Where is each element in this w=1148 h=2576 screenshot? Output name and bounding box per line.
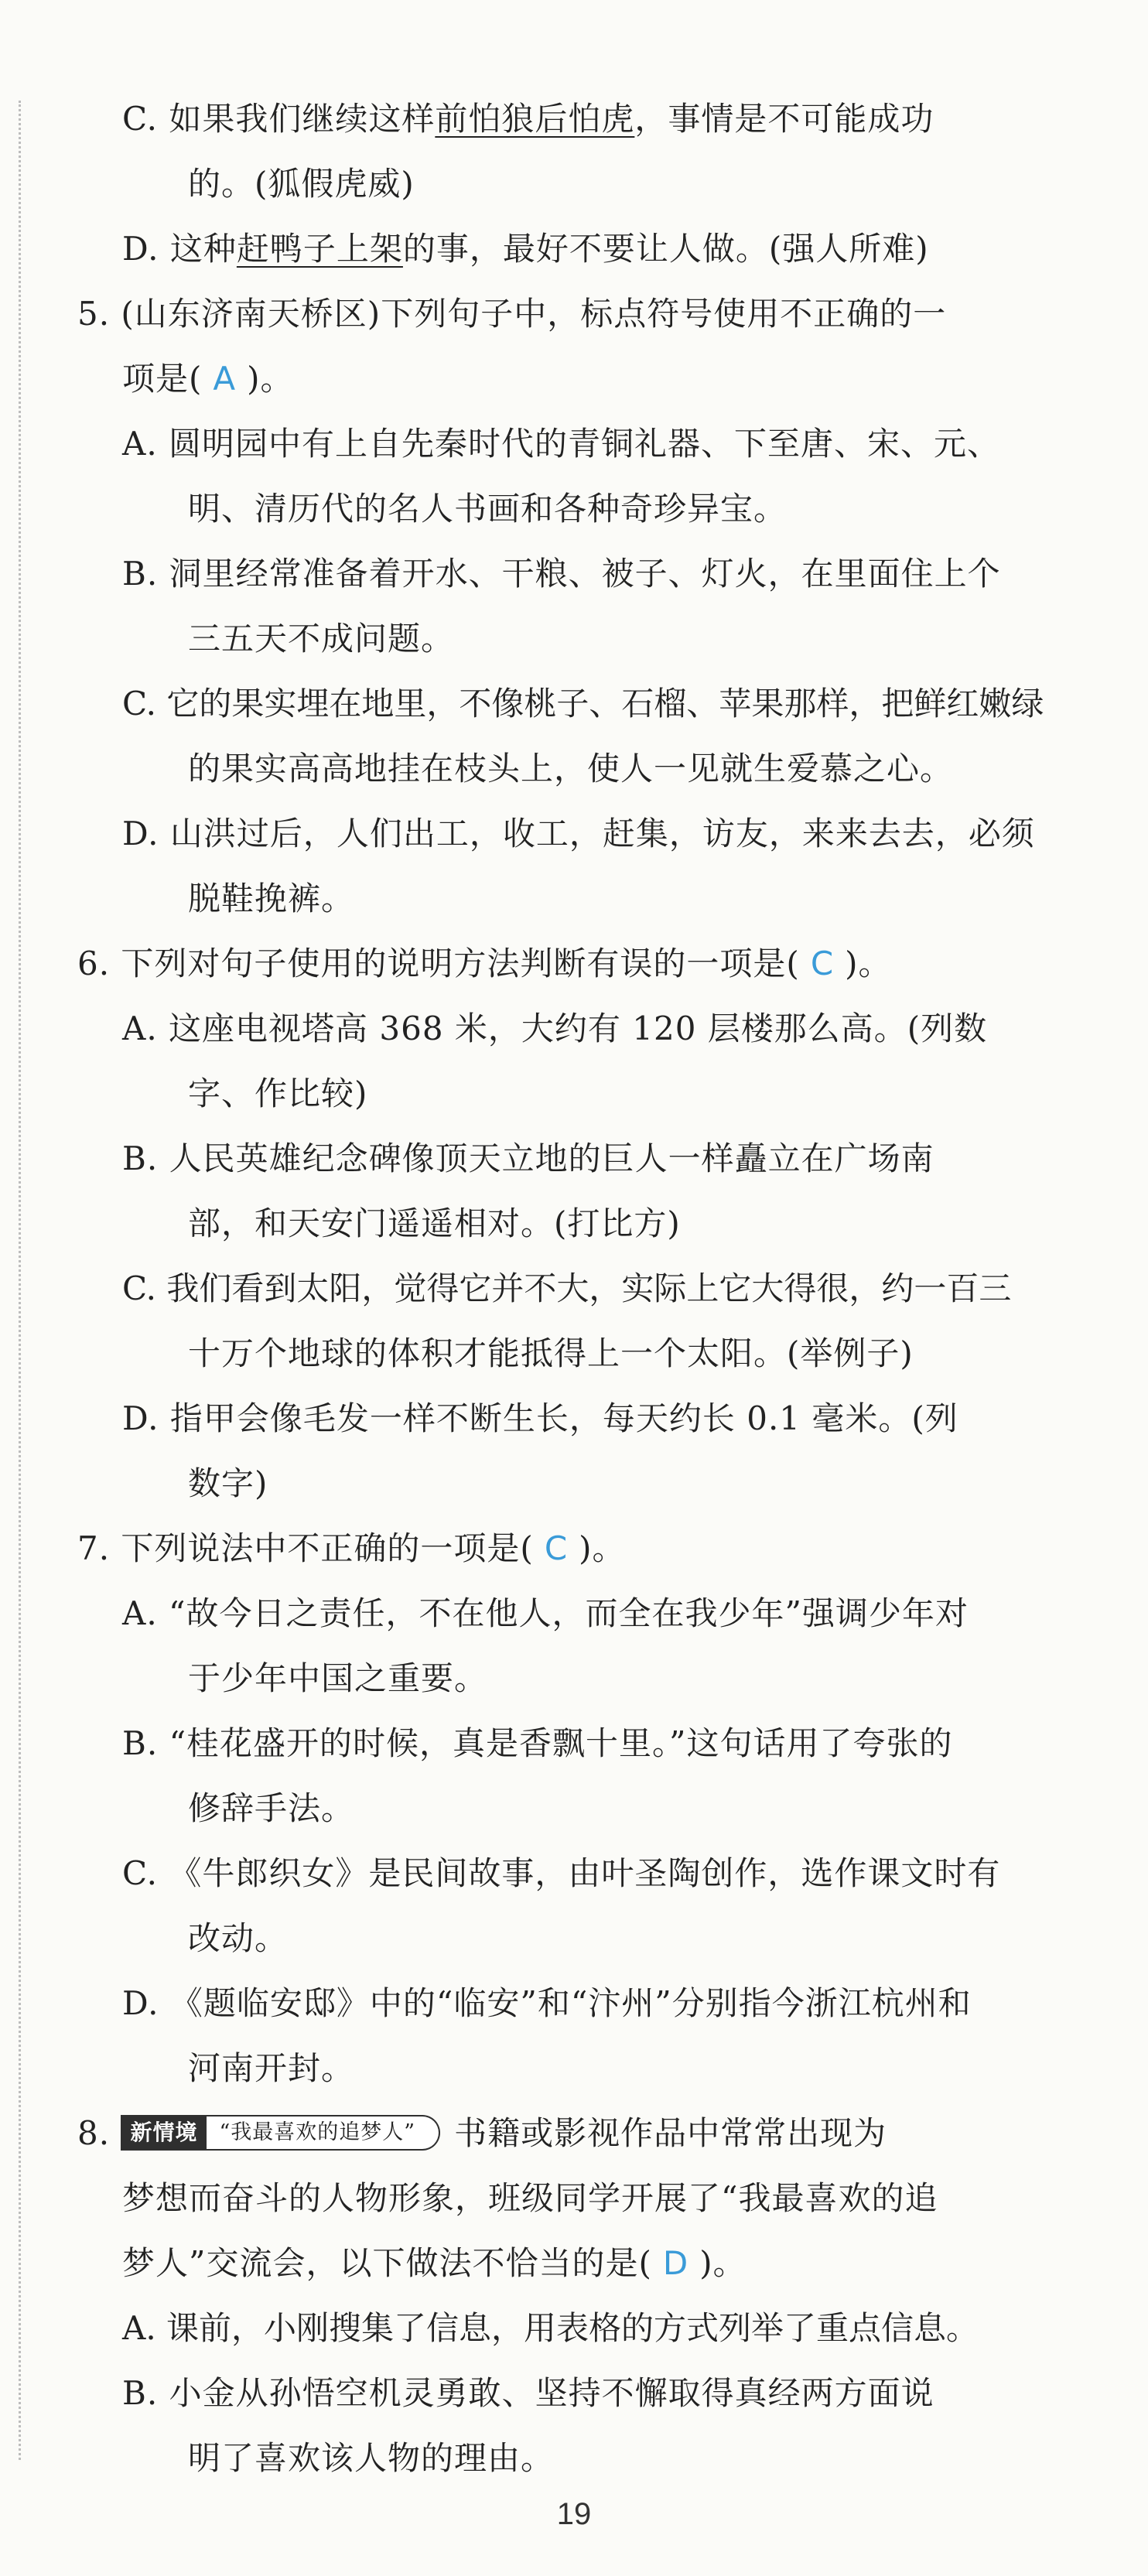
q7-option-d-line2: 河南开封。	[188, 2049, 355, 2087]
q8-stem-line3	[0, 2231, 1148, 2296]
q6-option-d-line2: 数字)	[188, 1464, 268, 1502]
q5-stem-end: )。	[247, 360, 294, 398]
q5-option-c-line1: C. 它的果实埋在地里，不像桃子、石榴、苹果那样，把鲜红嫩绿	[122, 685, 1044, 723]
q8-option-a-line1: A. 课前，小刚搜集了信息，用表格的方式列举了重点信息。	[122, 2309, 979, 2347]
q7-option-c-line1: C. 《牛郎织女》是民间故事，由叶圣陶创作，选作课文时有	[122, 1854, 1001, 1892]
q5-stem-text: 项是(	[122, 360, 203, 398]
q6-option-a-line2: 字、作比较)	[188, 1074, 368, 1112]
q4-option-d-underlined: 赶鸭子上架	[236, 230, 403, 268]
q5-option-b-line1: B. 洞里经常准备着开水、干粮、被子、灯火，在里面住上个	[122, 555, 1001, 593]
q8-stem-line1	[0, 2101, 1148, 2166]
q7-option-c-line2: 改动。	[188, 1919, 289, 1957]
q7-option-a-line1: A. “故今日之责任，不在他人，而全在我少年”强调少年对	[122, 1594, 969, 1632]
q4-option-c-underlined: 前怕狼后怕虎	[435, 100, 635, 138]
q6-option-b-line1: B. 人民英雄纪念碑像顶天立地的巨人一样矗立在广场南	[122, 1139, 934, 1177]
q5-option-d-line1: D. 山洪过后，人们出工，收工，赶集，访友，来来去去，必须	[122, 815, 1035, 852]
q8-stem-text-3: 梦人”交流会，以下做法不恰当的是(	[122, 2244, 652, 2282]
q6-option-b-line2: 部，和天安门遥遥相对。(打比方)	[188, 1204, 681, 1242]
q8-option-b-line1: B. 小金从孙悟空机灵勇敢、坚持不懈取得真经两方面说	[122, 2374, 934, 2412]
q4-option-d-text: D. 这种	[122, 230, 237, 268]
q5-option-c-line2: 的果实高高地挂在枝头上，使人一见就生爱慕之心。	[188, 750, 954, 787]
q7-stem-text: 7. 下列说法中不正确的一项是(	[77, 1529, 534, 1567]
q7-option-b-line2: 修辞手法。	[188, 1789, 355, 1827]
q6-stem-text: 6. 下列对句子使用的说明方法判断有误的一项是(	[77, 945, 800, 982]
q7-answer: C	[544, 1529, 569, 1567]
q8-answer: D	[662, 2244, 689, 2282]
q4-option-c-text-end: ，事情是不可能成功	[634, 100, 934, 138]
new-context-tag	[121, 2115, 440, 2151]
q5-option-b-line2: 三五天不成问题。	[188, 620, 455, 658]
q5-option-a-line2: 明、清历代的名人书画和各种奇珍异宝。	[188, 490, 788, 528]
page-number: 19	[556, 2497, 592, 2531]
q7-stem-end: )。	[579, 1529, 626, 1567]
q4-option-d-line1	[0, 217, 1148, 282]
q6-stem	[0, 931, 1148, 996]
q8-stem-line2: 梦想而奋斗的人物形象，班级同学开展了“我最喜欢的追	[122, 2179, 938, 2217]
q6-option-c-line2: 十万个地球的体积才能抵得上一个太阳。(举例子)	[188, 1334, 914, 1372]
q5-option-a-line1: A. 圆明园中有上自先秦时代的青铜礼器、下至唐、宋、元、	[122, 425, 1001, 463]
q7-option-b-line1: B. “桂花盛开的时候，真是香飘十里。”这句话用了夸张的	[122, 1724, 953, 1762]
tag-label-dark: 新情境	[121, 2115, 207, 2151]
q4-option-d-text-end: 的事，最好不要让人做。(强人所难)	[402, 230, 929, 268]
q4-option-c-text: C. 如果我们继续这样	[122, 100, 436, 138]
q7-option-d-line1: D. 《题临安邸》中的“临安”和“汴州”分别指今浙江杭州和	[122, 1984, 972, 2022]
q6-answer: C	[810, 945, 835, 982]
q8-stem-end: )。	[699, 2244, 747, 2282]
q5-stem-line1: 5. (山东济南天桥区)下列句子中，标点符号使用不正确的一	[77, 295, 947, 333]
q8-stem-text: 书籍或影视作品中常常出现为	[454, 2114, 887, 2152]
q7-option-a-line2: 于少年中国之重要。	[188, 1659, 488, 1697]
q6-option-d-line1: D. 指甲会像毛发一样不断生长，每天约长 0.1 毫米。(列	[122, 1399, 958, 1437]
q4-option-c-line2: 的。(狐假虎威)	[188, 165, 415, 203]
tag-label-topic: “我最喜欢的追梦人”	[207, 2115, 440, 2151]
q4-option-c-line1	[0, 87, 1148, 152]
q5-stem-line2	[0, 347, 1148, 412]
q8-number: 8.	[77, 2114, 111, 2152]
question-page	[0, 87, 1148, 2491]
q6-option-a-line1: A. 这座电视塔高 368 米，大约有 120 层楼那么高。(列数	[122, 1010, 988, 1047]
q5-answer: A	[213, 360, 237, 398]
q5-option-d-line2: 脱鞋挽裤。	[188, 880, 355, 917]
q6-option-c-line1: C. 我们看到太阳，觉得它并不大，实际上它大得很，约一百三	[122, 1269, 1012, 1307]
q6-stem-end: )。	[845, 945, 892, 982]
q7-stem	[0, 1516, 1148, 1581]
q8-option-b-line2: 明了喜欢该人物的理由。	[188, 2439, 555, 2477]
